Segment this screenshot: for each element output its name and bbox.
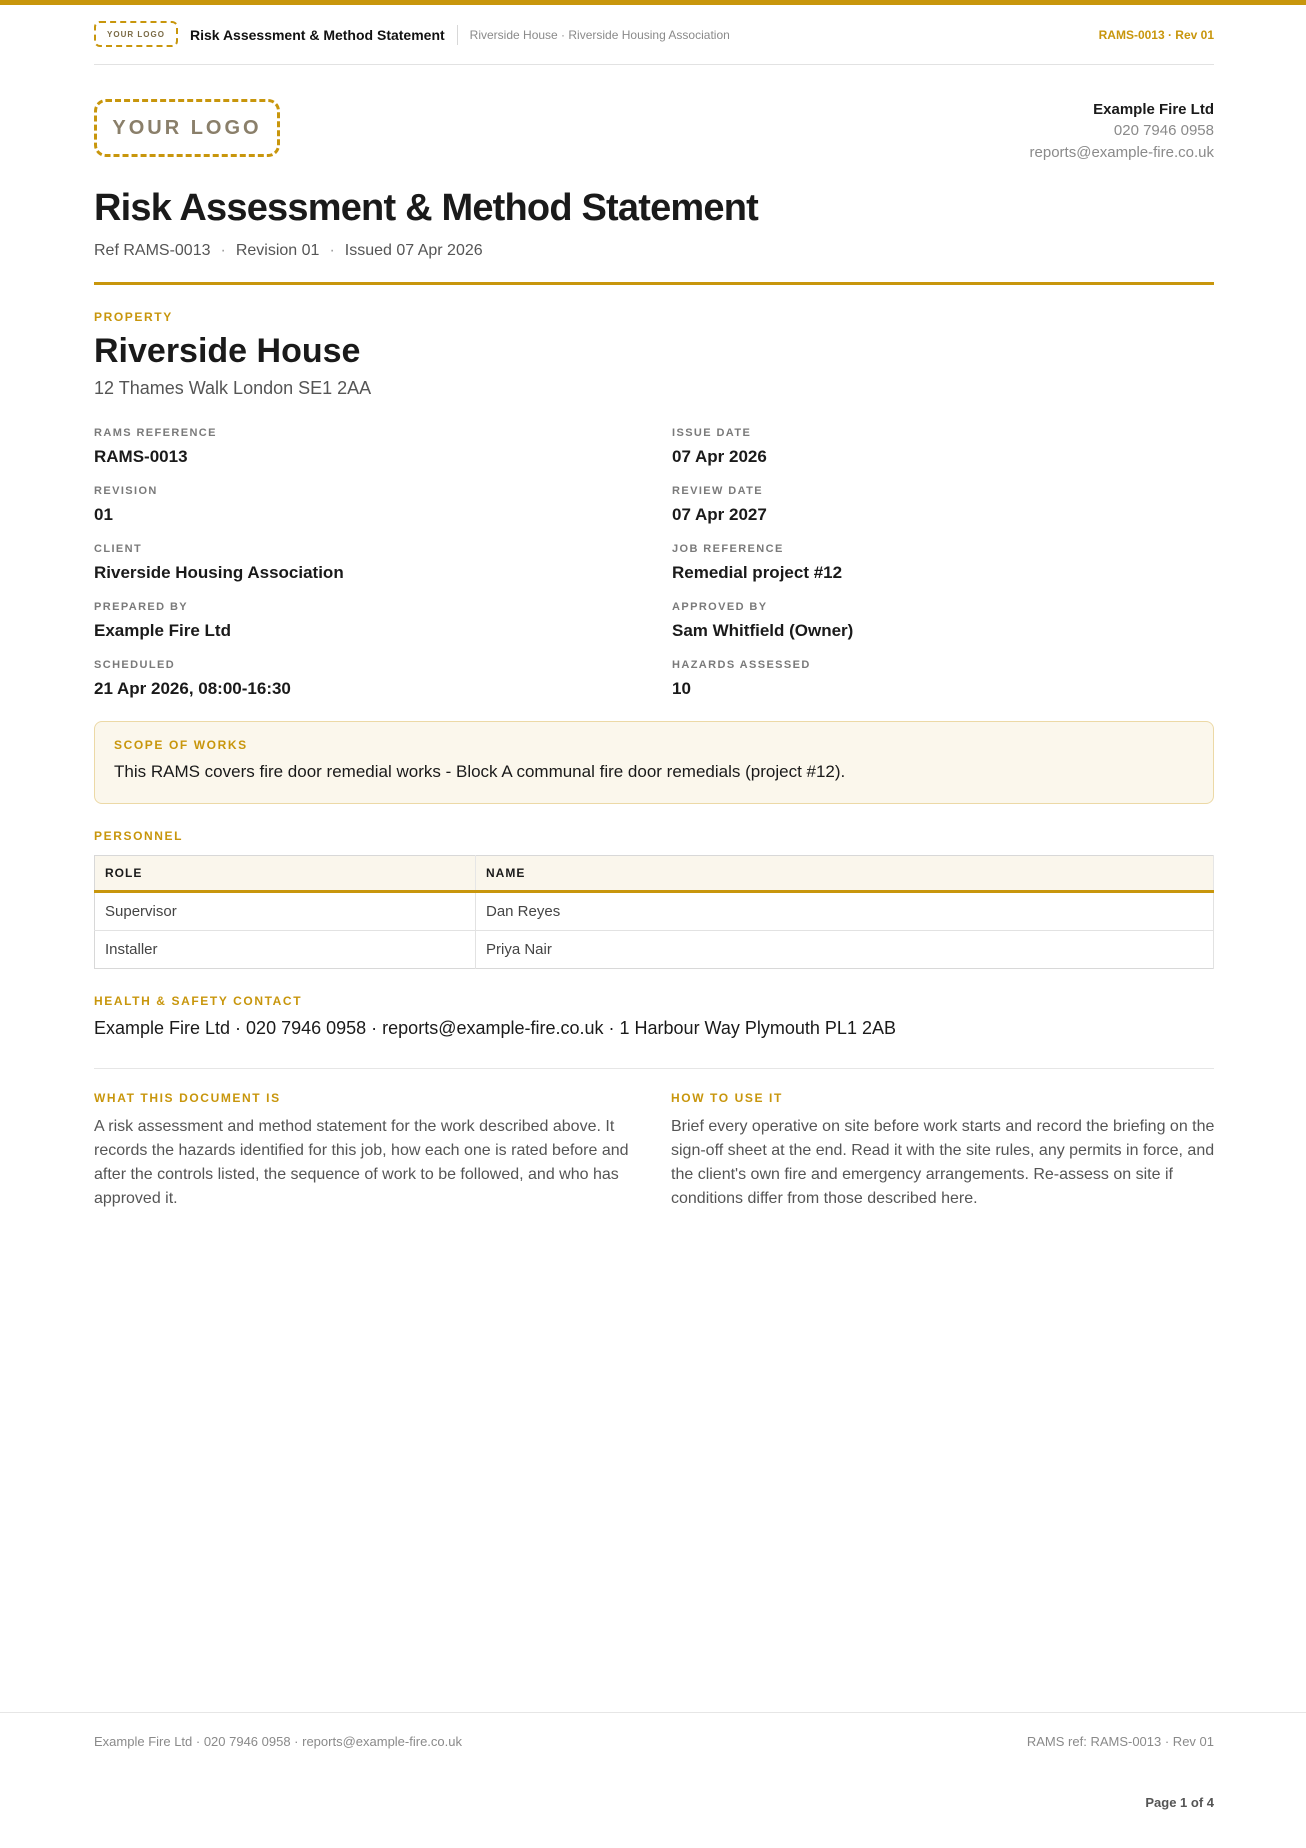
footer-company-contact: Example Fire Ltd · 020 7946 0958 · reports@example-fire.co.uk [94, 1734, 462, 1749]
meta-separator: · [220, 242, 226, 259]
running-header [94, 18, 1214, 65]
column-header-role: ROLE [95, 856, 476, 892]
field-review-date [672, 484, 767, 526]
header-logo-placeholder: YOUR LOGO [94, 21, 178, 47]
field-value: 21 Apr 2026, 08:00-16:30 [94, 679, 291, 698]
section-divider [94, 1068, 1214, 1069]
footer-reference: RAMS ref: RAMS-0013 · Rev 01 [1026, 1734, 1214, 1749]
table-row [95, 892, 1214, 931]
cell-role: Installer [95, 931, 476, 969]
field-label: APPROVED BY [672, 601, 768, 613]
property-label: PROPERTY [94, 310, 173, 324]
document-meta-line [94, 242, 483, 260]
document-issued: Issued 07 Apr 2026 [344, 242, 483, 259]
field-label: RAMS REFERENCE [94, 427, 217, 439]
field-value: Remedial project #12 [672, 563, 843, 582]
field-prepared-by [94, 600, 231, 642]
field-job-reference [672, 542, 842, 584]
scope-text: This RAMS covers fire door remedial works - Block A communal fire door remedials (project #12). [114, 762, 846, 781]
section-text: A risk assessment and method statement for the work described above. It records the hazards identified for this job, how each one is rated before and after the controls listed, the sequence of work to be followed, and who has approved it. [94, 1118, 629, 1207]
field-hazards-assessed [672, 658, 811, 700]
column-header-name: NAME [476, 856, 1214, 892]
page-number: Page 1 of 4 [1145, 1795, 1214, 1810]
header-divider [457, 25, 458, 45]
header-reference: RAMS-0013 · Rev 01 [1098, 28, 1214, 42]
scope-of-works-box [94, 721, 1214, 804]
meta-separator: · [329, 242, 335, 259]
property-name: Riverside House [94, 332, 361, 370]
hs-contact-label: HEALTH & SAFETY CONTACT [94, 994, 303, 1008]
field-client [94, 542, 344, 584]
header-subtitle: Riverside House · Riverside Housing Association [469, 28, 730, 42]
cell-name: Priya Nair [476, 931, 1214, 969]
accent-bar [0, 0, 1306, 5]
field-value: Sam Whitfield (Owner) [672, 621, 854, 640]
property-address: 12 Thames Walk London SE1 2AA [94, 378, 372, 398]
header-title: Risk Assessment & Method Statement [190, 27, 445, 43]
cell-role: Supervisor [95, 892, 476, 931]
company-phone: 020 7946 0958 [1113, 122, 1214, 139]
field-label: ISSUE DATE [672, 427, 752, 439]
title-rule [94, 282, 1214, 285]
field-scheduled [94, 658, 291, 700]
field-label: CLIENT [94, 543, 143, 555]
field-revision [94, 484, 158, 526]
section-label: HOW TO USE IT [671, 1091, 783, 1105]
how-to-use-it-section [671, 1091, 1216, 1211]
section-label: WHAT THIS DOCUMENT IS [94, 1091, 281, 1105]
document-revision: Revision 01 [235, 242, 320, 259]
field-value: 01 [94, 505, 113, 524]
field-value: Example Fire Ltd [94, 621, 231, 640]
field-value: 07 Apr 2027 [672, 505, 767, 524]
document-ref: Ref RAMS-0013 [94, 242, 211, 259]
cell-name: Dan Reyes [476, 892, 1214, 931]
table-header-row [95, 856, 1214, 892]
field-value: 07 Apr 2026 [672, 447, 767, 466]
field-label: JOB REFERENCE [672, 543, 784, 555]
company-logo-placeholder: YOUR LOGO [94, 99, 280, 157]
personnel-label: PERSONNEL [94, 829, 184, 843]
field-rams-reference [94, 426, 217, 468]
field-label: SCHEDULED [94, 659, 176, 671]
what-this-document-is-section [94, 1091, 639, 1211]
field-issue-date [672, 426, 767, 468]
field-label: REVIEW DATE [672, 485, 763, 497]
field-approved-by [672, 600, 853, 642]
field-label: REVISION [94, 485, 158, 497]
footer-divider [0, 1712, 1306, 1713]
scope-label: SCOPE OF WORKS [114, 738, 248, 752]
personnel-table [94, 855, 1214, 969]
document-title: Risk Assessment & Method Statement [94, 187, 759, 229]
field-value: 10 [672, 679, 691, 698]
hs-contact-text: Example Fire Ltd · 020 7946 0958 · reports@example-fire.co.uk · 1 Harbour Way Plymouth PL1 2AB [94, 1018, 896, 1038]
field-value: Riverside Housing Association [94, 563, 344, 582]
company-name: Example Fire Ltd [1093, 101, 1214, 118]
company-email: reports@example-fire.co.uk [1029, 144, 1214, 161]
field-label: PREPARED BY [94, 601, 189, 613]
field-value: RAMS-0013 [94, 447, 188, 466]
company-contact-block [1030, 100, 1214, 164]
table-row [95, 931, 1214, 969]
section-text: Brief every operative on site before work starts and record the briefing on the sign-off sheet at the end. Read it with the site rules, any permits in force, and the client's own fire and emergency arrangements. Re-assess on site if conditions differ from those described here. [671, 1118, 1215, 1207]
field-label: HAZARDS ASSESSED [672, 659, 811, 671]
